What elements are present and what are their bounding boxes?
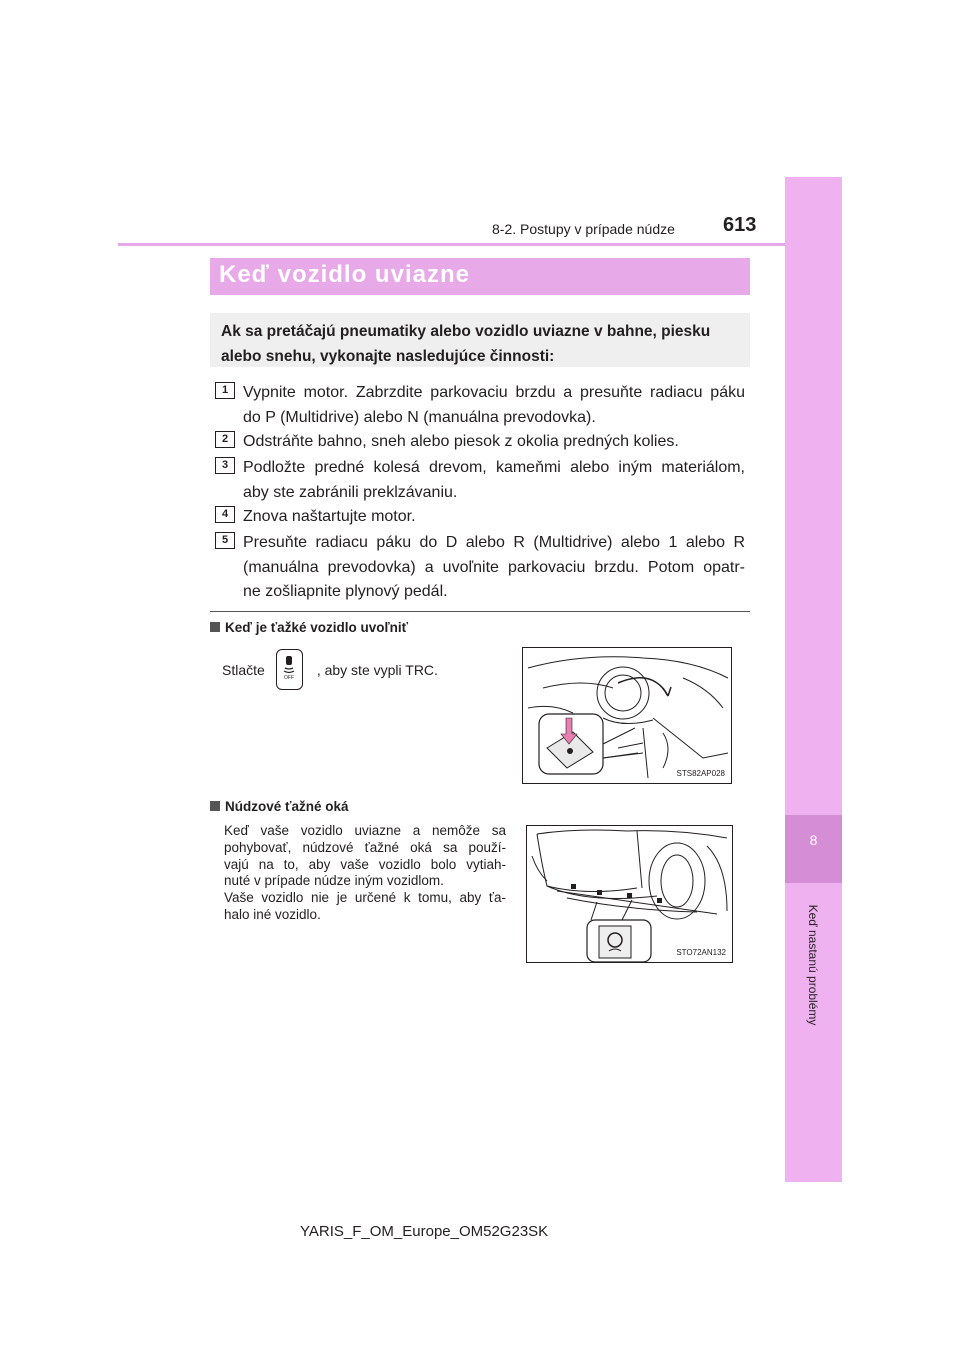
section-title: Keď vozidlo uviazne [219, 261, 470, 288]
page-number: 613 [723, 214, 757, 236]
subsection-heading-text: Núdzové ťažné oká [225, 799, 349, 814]
towing-eyelet-illustration [526, 825, 733, 963]
paragraph-line: nuté v prípade núdze iným vozidlom. [224, 873, 444, 889]
paragraph-line: Keď vaše vozidlo uviazne a nemôže sa [224, 823, 506, 838]
instruction-text: , aby ste vypli TRC. [316, 662, 438, 678]
towing-eyelets-paragraph [224, 823, 506, 924]
step-text [243, 381, 745, 430]
step-line: Vypnite motor. Zabrzdite parkovaciu brzdu a presuňte radiacu páku [243, 384, 745, 401]
dashboard-illustration [522, 647, 732, 784]
section-title-bar [210, 258, 750, 295]
step-number: 3 [215, 457, 235, 474]
paragraph-line: Vaše vozidlo nie je určené k tomu, aby ťa- [224, 890, 506, 906]
intro-line: alebo snehu, vykonajte nasledujúce činnosti: [221, 348, 555, 365]
paragraph-line: halo iné vozidlo. [224, 906, 321, 922]
trc-instruction [222, 662, 438, 678]
step-text [243, 531, 745, 605]
step-number: 1 [215, 382, 235, 399]
figure-code: STO72AN132 [676, 948, 726, 957]
dashboard-drawing [523, 648, 732, 784]
document-code: YARIS_F_OM_Europe_OM52G23SK [300, 1223, 549, 1240]
towing-eyelet-drawing [527, 826, 733, 963]
subsection-heading [210, 799, 349, 814]
step-text [243, 456, 745, 505]
step-number: 2 [215, 431, 235, 448]
subsection-heading-text: Keď je ťažké vozidlo uvoľniť [225, 620, 409, 635]
paragraph-line: vajú na to, aby vaše vozidlo bolo vytiah- [224, 856, 506, 872]
section-divider [210, 611, 750, 612]
trc-off-icon [276, 649, 303, 690]
step-line: Odstráňte bahno, sneh alebo piesok z okolia predných kolies. [243, 433, 679, 450]
instruction-text: Stlačte [222, 662, 265, 678]
svg-text:OFF: OFF [284, 675, 294, 681]
chapter-heading: 8-2. Postupy v prípade núdze [492, 221, 675, 237]
step-text [243, 430, 745, 455]
paragraph-line: pohybovať, núdzové ťažné oká sa použí- [224, 839, 506, 855]
step-line: aby ste zabránili preklzávaniu. [243, 483, 458, 501]
step-line: Presuňte radiacu páku do D alebo R (Multidrive) alebo 1 alebo R [243, 534, 745, 551]
step-line: Podložte predné kolesá drevom, kameňmi alebo iným materiálom, [243, 459, 745, 476]
step-number: 5 [215, 532, 235, 549]
subsection-heading [210, 620, 408, 635]
chapter-number: 8 [809, 832, 818, 848]
step-text [243, 505, 745, 530]
header-rule [118, 243, 842, 246]
step-line: (manuálna prevodovka) a uvoľnite parkovaciu brzdu. Potom opatr- [243, 558, 745, 576]
step-line: Znova naštartujte motor. [243, 508, 416, 525]
figure-code: STS82AP028 [676, 769, 725, 778]
chapter-name: Keď nastanú problémy [806, 904, 820, 1026]
intro-box [210, 313, 750, 367]
square-bullet-icon [210, 801, 220, 811]
chapter-side-tab [785, 177, 842, 1182]
step-number: 4 [215, 506, 235, 523]
chapter-number-tab [785, 815, 842, 883]
step-line: ne zošliapnite plynový pedál. [243, 583, 448, 600]
square-bullet-icon [210, 622, 220, 632]
step-line: do P (Multidrive) alebo N (manuálna prevodovka). [243, 408, 596, 426]
intro-line: Ak sa pretáčajú pneumatiky alebo vozidlo uviazne v bahne, piesku [221, 323, 711, 340]
